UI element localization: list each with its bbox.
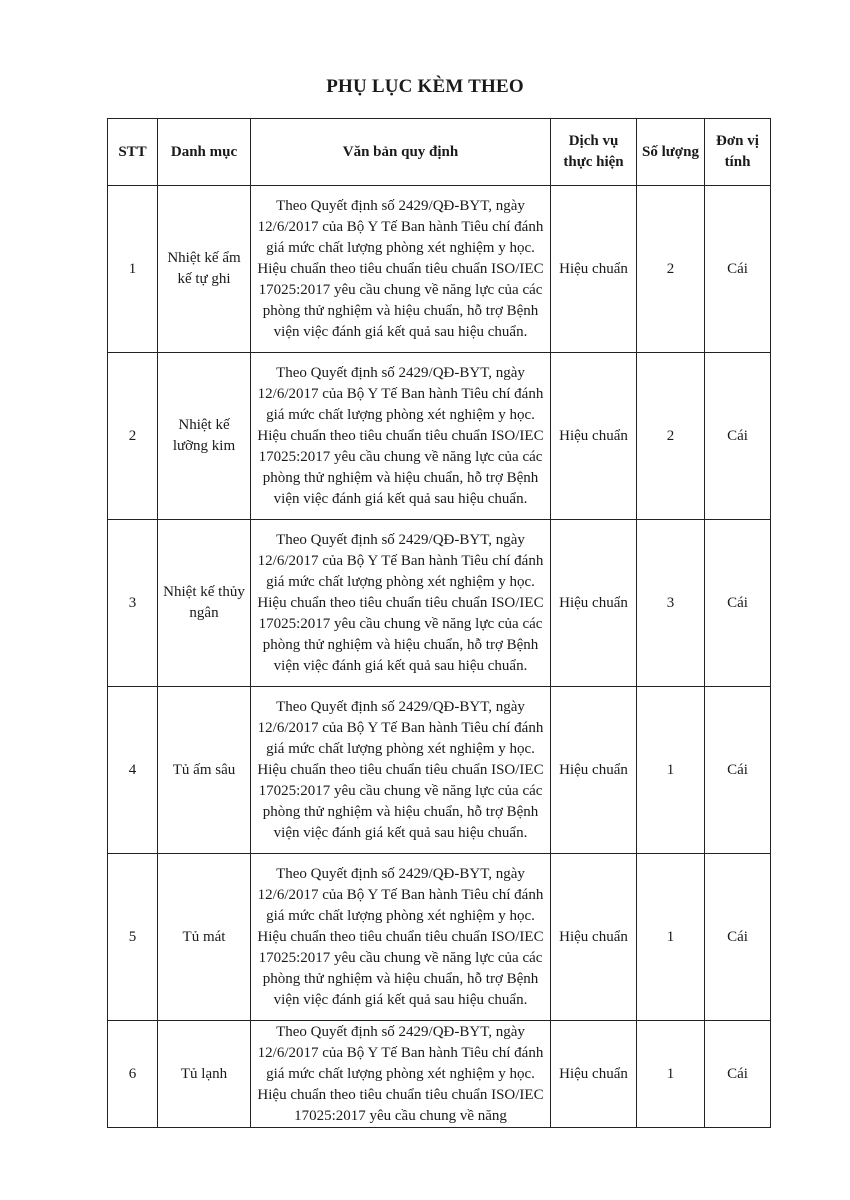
cell-stt: 2 — [108, 353, 158, 520]
cell-service: Hiệu chuẩn — [551, 854, 637, 1021]
cell-category: Tủ lạnh — [158, 1021, 251, 1128]
cell-service: Hiệu chuẩn — [551, 687, 637, 854]
cell-unit: Cái — [705, 1021, 771, 1128]
page-title: PHỤ LỤC KÈM THEO — [326, 76, 524, 97]
cell-stt: 3 — [108, 520, 158, 687]
table-row — [108, 353, 771, 520]
cell-unit: Cái — [705, 854, 771, 1021]
cell-service: Hiệu chuẩn — [551, 353, 637, 520]
table-row — [108, 1021, 771, 1128]
cell-quantity: 1 — [637, 854, 705, 1021]
cell-stt: 4 — [108, 687, 158, 854]
header-quantity: Số lượng — [637, 119, 705, 186]
cell-unit: Cái — [705, 687, 771, 854]
table-row — [108, 186, 771, 353]
cell-category: Nhiệt kế thủy ngân — [158, 520, 251, 687]
cell-stt: 1 — [108, 186, 158, 353]
table-row — [108, 854, 771, 1021]
cell-regulation: Theo Quyết định số 2429/QĐ-BYT, ngày 12/6/2017 của Bộ Y Tế Ban hành Tiêu chí đánh giá mức chất lượng phòng xét nghiệm y học. Hiệu chuẩn theo tiêu chuẩn tiêu chuẩn ISO/IEC 17025:2017 yêu cầu chung về năng lực của các phòng thử nghiệm và hiệu chuẩn, hỗ trợ Bệnh viện việc đánh giá kết quả sau hiệu chuẩn. — [251, 520, 551, 687]
cell-stt: 6 — [108, 1021, 158, 1128]
header-service: Dịch vụ thực hiện — [551, 119, 637, 186]
cell-service: Hiệu chuẩn — [551, 1021, 637, 1128]
cell-quantity: 2 — [637, 353, 705, 520]
table-row — [108, 520, 771, 687]
cell-service: Hiệu chuẩn — [551, 186, 637, 353]
cell-regulation: Theo Quyết định số 2429/QĐ-BYT, ngày 12/6/2017 của Bộ Y Tế Ban hành Tiêu chí đánh giá mức chất lượng phòng xét nghiệm y học. Hiệu chuẩn theo tiêu chuẩn tiêu chuẩn ISO/IEC 17025:2017 yêu cầu chung về năng lực của các phòng thử nghiệm và hiệu chuẩn, hỗ trợ Bệnh viện việc đánh giá kết quả sau hiệu chuẩn. — [251, 353, 551, 520]
cell-quantity: 1 — [637, 1021, 705, 1128]
cell-quantity: 1 — [637, 687, 705, 854]
header-row — [108, 119, 771, 186]
cell-unit: Cái — [705, 186, 771, 353]
table-row — [108, 687, 771, 854]
cell-quantity: 2 — [637, 186, 705, 353]
cell-regulation: Theo Quyết định số 2429/QĐ-BYT, ngày 12/6/2017 của Bộ Y Tế Ban hành Tiêu chí đánh giá mức chất lượng phòng xét nghiệm y học. Hiệu chuẩn theo tiêu chuẩn tiêu chuẩn ISO/IEC 17025:2017 yêu cầu chung về năng lực của các phòng thử nghiệm và hiệu chuẩn, hỗ trợ Bệnh viện việc đánh giá kết quả sau hiệu chuẩn. — [251, 687, 551, 854]
cell-quantity: 3 — [637, 520, 705, 687]
appendix-table — [107, 118, 771, 1128]
cell-regulation: Theo Quyết định số 2429/QĐ-BYT, ngày 12/6/2017 của Bộ Y Tế Ban hành Tiêu chí đánh giá mức chất lượng phòng xét nghiệm y học. Hiệu chuẩn theo tiêu chuẩn tiêu chuẩn ISO/IEC 17025:2017 yêu cầu chung về năng lực của các phòng thử nghiệm và hiệu chuẩn, hỗ trợ Bệnh viện việc đánh giá kết quả sau hiệu chuẩn. — [251, 854, 551, 1021]
cell-category: Nhiệt kế ẩm kế tự ghi — [158, 186, 251, 353]
cell-category: Tủ mát — [158, 854, 251, 1021]
header-unit: Đơn vị tính — [705, 119, 771, 186]
cell-category: Nhiệt kế lưỡng kim — [158, 353, 251, 520]
cell-service: Hiệu chuẩn — [551, 520, 637, 687]
cell-unit: Cái — [705, 353, 771, 520]
cell-unit: Cái — [705, 520, 771, 687]
header-category: Danh mục — [158, 119, 251, 186]
cell-category: Tủ ấm sâu — [158, 687, 251, 854]
header-regulation: Văn bản quy định — [251, 119, 551, 186]
cell-stt: 5 — [108, 854, 158, 1021]
cell-regulation: Theo Quyết định số 2429/QĐ-BYT, ngày 12/6/2017 của Bộ Y Tế Ban hành Tiêu chí đánh giá mức chất lượng phòng xét nghiệm y học. Hiệu chuẩn theo tiêu chuẩn tiêu chuẩn ISO/IEC 17025:2017 yêu cầu chung về năng — [251, 1021, 551, 1128]
cell-regulation: Theo Quyết định số 2429/QĐ-BYT, ngày 12/6/2017 của Bộ Y Tế Ban hành Tiêu chí đánh giá mức chất lượng phòng xét nghiệm y học. Hiệu chuẩn theo tiêu chuẩn tiêu chuẩn ISO/IEC 17025:2017 yêu cầu chung về năng lực của các phòng thử nghiệm và hiệu chuẩn, hỗ trợ Bệnh viện việc đánh giá kết quả sau hiệu chuẩn. — [251, 186, 551, 353]
header-stt: STT — [108, 119, 158, 186]
